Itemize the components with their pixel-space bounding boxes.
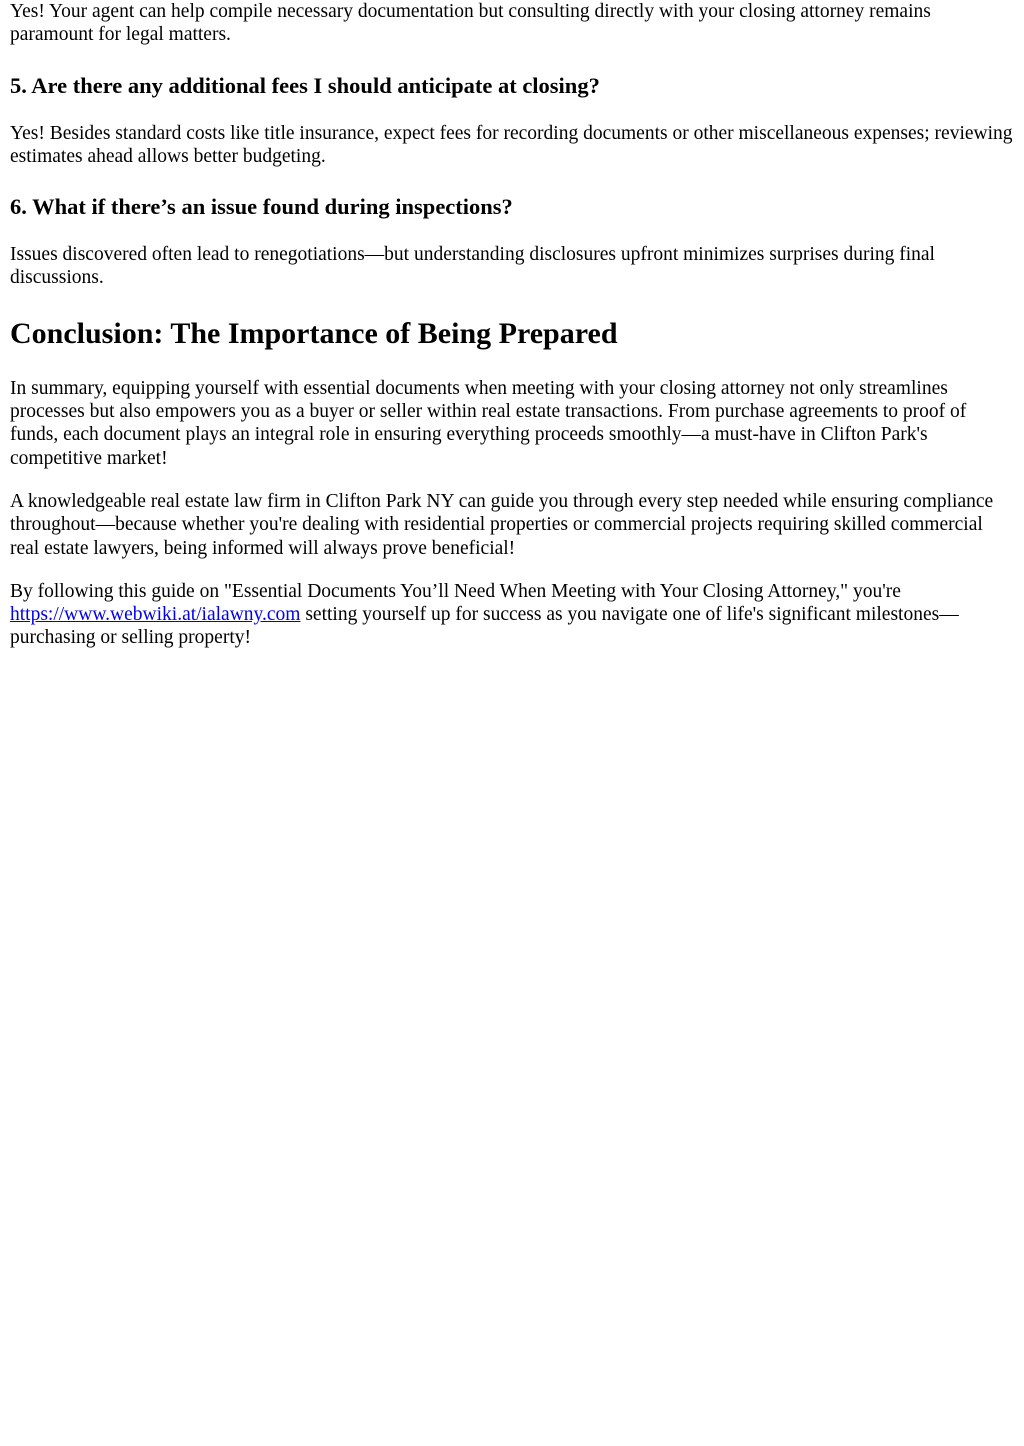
faq-answer-5: Yes! Besides standard costs like title insurance, expect fees for recording documents or other miscellaneous expenses; reviewing estimates ahead allows better budgeting. [10, 122, 1013, 167]
paragraph-text-after-link: setting yourself up for success as you navigate one of life's significant milestones—purchasing or selling property! [10, 604, 959, 649]
faq-answer-4: Yes! Your agent can help compile necessary documentation but consulting directly with your closing attorney remains paramount for legal matters. [10, 1, 931, 46]
faq-question-5: 5. Are there any additional fees I should anticipate at closing? [10, 72, 600, 98]
conclusion-paragraph-1: In summary, equipping yourself with essential documents when meeting with your closing attorney not only streamlines processes but also empowers you as a buyer or seller within real estate transactions. From purchase agreements to proof of funds, each document plays an integral role in ensuring everything proceeds smoothly—a must-have in Clifton Park's competitive market! [10, 377, 967, 469]
conclusion-paragraph-2: A knowledgeable real estate law firm in Clifton Park NY can guide you through every step needed while ensuring compliance throughout—because whether you're dealing with residential properties or commercial projects requiring skilled commercial real estate lawyers, being informed will always prove beneficial! [10, 490, 994, 559]
faq-question-6: 6. What if there’s an issue found during inspections? [10, 194, 513, 220]
conclusion-heading: Conclusion: The Importance of Being Prepared [10, 316, 618, 350]
paragraph-text-before-link: By following this guide on "Essential Documents You’ll Need When Meeting with Your Closing Attorney," you're [10, 580, 901, 602]
faq-answer-6: Issues discovered often lead to renegotiations—but understanding disclosures upfront minimizes surprises during final discussions. [10, 244, 935, 289]
article-body [0, 0, 1024, 650]
conclusion-paragraph-3 [10, 580, 1014, 650]
webwiki-link[interactable]: https://www.webwiki.at/ialawny.com [10, 604, 301, 626]
